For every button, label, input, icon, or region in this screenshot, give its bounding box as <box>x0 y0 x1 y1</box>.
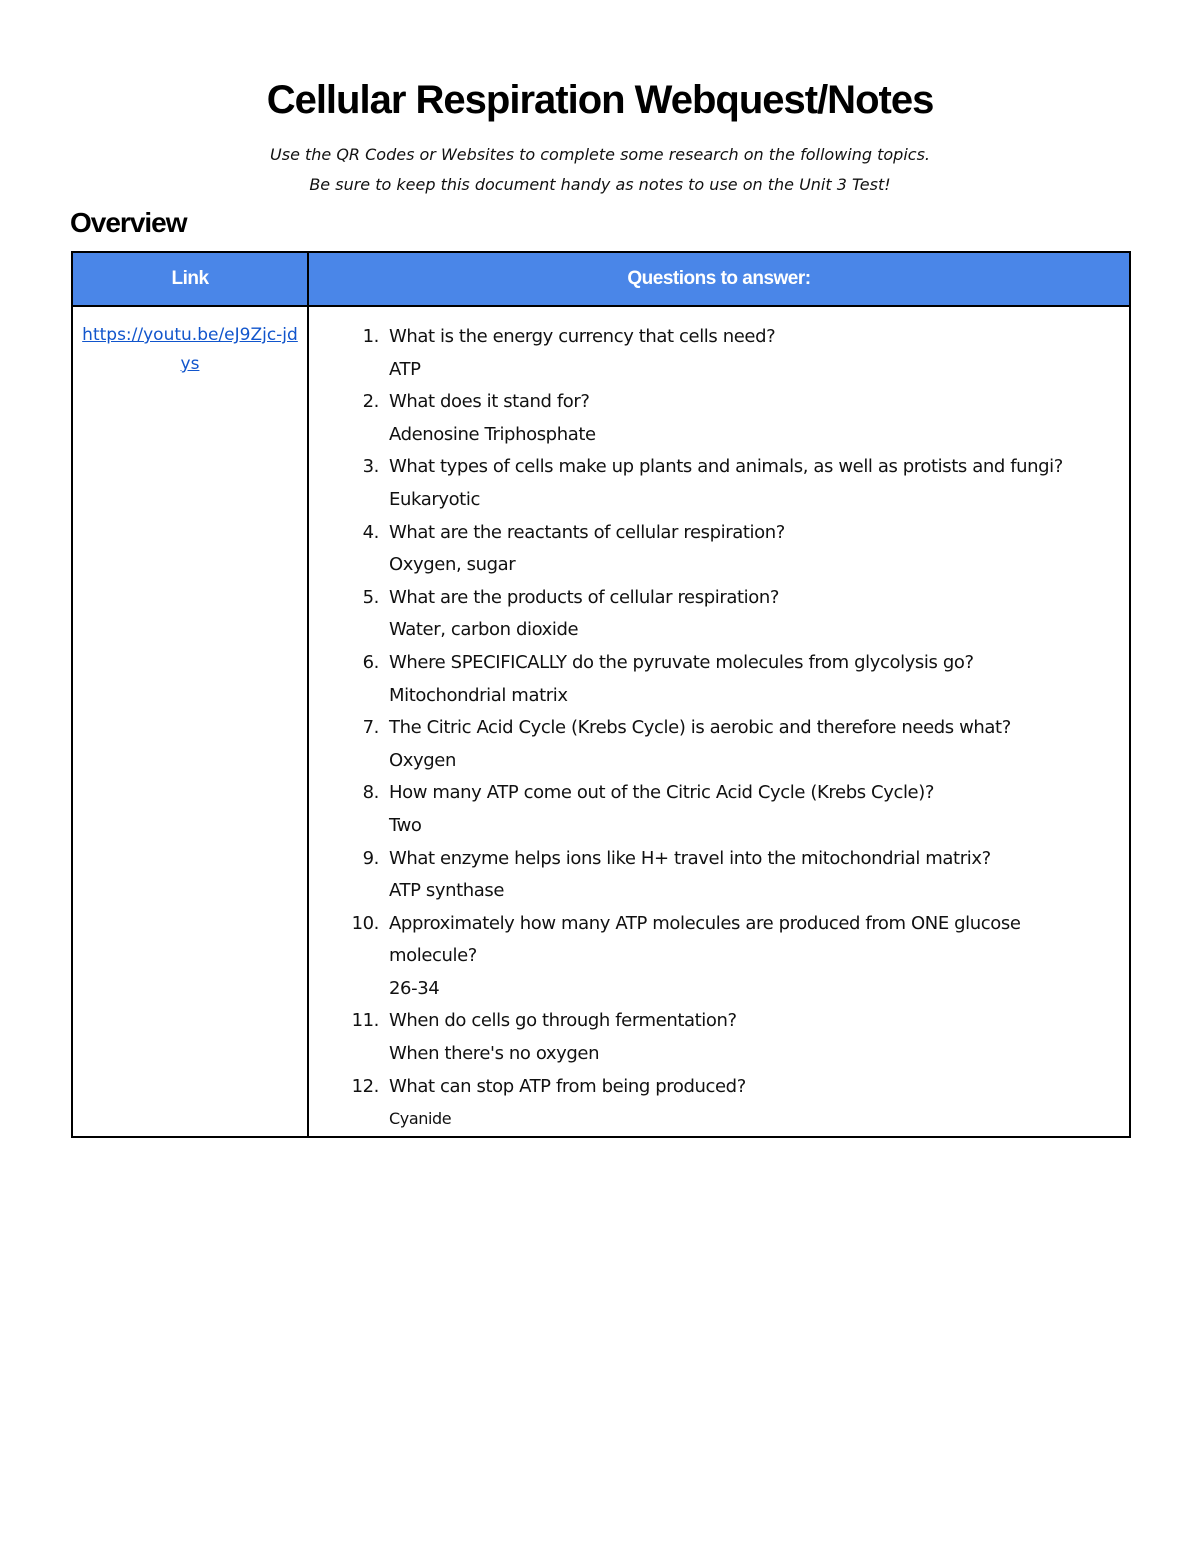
question-body <box>389 582 1109 647</box>
question-item <box>309 712 1109 777</box>
header-questions: Questions to answer: <box>308 252 1130 306</box>
question-item <box>309 1071 1109 1136</box>
question-body <box>389 908 1109 1006</box>
question-item <box>309 451 1109 516</box>
question-item <box>309 582 1109 647</box>
question-body <box>389 777 1109 842</box>
table-header-row <box>72 252 1130 306</box>
question-body <box>389 712 1109 777</box>
answer-text: Water, carbon dioxide <box>389 619 579 641</box>
question-number: 4. <box>362 521 379 543</box>
question-item <box>309 908 1109 1006</box>
header-link: Link <box>72 252 308 306</box>
question-text: What types of cells make up plants and animals, as well as protists and fungi? <box>389 456 1063 478</box>
question-body <box>389 321 1109 386</box>
question-text: What is the energy currency that cells need? <box>389 326 776 347</box>
question-item <box>309 1005 1109 1070</box>
question-number: 7. <box>362 717 379 739</box>
question-number: 8. <box>362 782 379 804</box>
question-number: 9. <box>362 847 379 869</box>
question-text: Where SPECIFICALLY do the pyruvate molecules from glycolysis go? <box>389 651 974 673</box>
answer-text: Eukaryotic <box>389 488 480 510</box>
question-number: 5. <box>362 586 379 608</box>
question-body <box>389 451 1109 516</box>
question-text: What are the products of cellular respiration? <box>389 586 779 608</box>
question-body <box>389 843 1109 908</box>
question-number: 6. <box>362 651 379 673</box>
question-text: What does it stand for? <box>389 391 590 413</box>
question-item <box>309 777 1109 842</box>
answer-text: Two <box>389 814 422 836</box>
questions-cell <box>308 306 1130 1137</box>
question-text: The Citric Acid Cycle (Krebs Cycle) is aerobic and therefore needs what? <box>389 717 1011 739</box>
question-text: What can stop ATP from being produced? <box>389 1075 746 1097</box>
question-item <box>309 843 1109 908</box>
answer-text: Oxygen <box>389 749 456 771</box>
question-text: How many ATP come out of the Citric Acid Cycle (Krebs Cycle)? <box>389 782 934 804</box>
question-body <box>389 1005 1109 1070</box>
question-text: Approximately how many ATP molecules are produced from ONE glucose molecule? <box>389 912 1021 967</box>
answer-text: Adenosine Triphosphate <box>389 423 596 445</box>
question-body <box>389 647 1109 712</box>
answer-text: 26-34 <box>389 977 440 999</box>
video-link[interactable]: https://youtu.be/eJ9Zjc-jdys <box>82 325 298 374</box>
question-body <box>389 386 1109 451</box>
question-text: What are the reactants of cellular respiration? <box>389 521 785 543</box>
link-cell <box>72 306 308 1137</box>
question-number: 12. <box>351 1075 379 1097</box>
overview-table <box>71 251 1131 1138</box>
answer-text: Oxygen, sugar <box>389 554 516 576</box>
table-row <box>72 306 1130 1137</box>
question-number: 2. <box>362 391 379 413</box>
section-heading-overview: Overview <box>70 207 187 238</box>
question-number: 10. <box>351 912 379 934</box>
question-number: 1. <box>362 326 379 347</box>
answer-text: ATP synthase <box>389 880 505 902</box>
question-number: 3. <box>362 456 379 478</box>
answer-text: Mitochondrial matrix <box>389 684 568 706</box>
document-title: Cellular Respiration Webquest/Notes <box>266 78 934 122</box>
instructions-line-2: Be sure to keep this document handy as notes to use on the Unit 3 Test! <box>309 175 891 194</box>
question-text: When do cells go through fermentation? <box>389 1010 737 1032</box>
question-number: 11. <box>351 1010 379 1032</box>
question-item <box>309 386 1109 451</box>
question-item <box>309 647 1109 712</box>
instructions-line-1: Use the QR Codes or Websites to complete some research on the following topics. <box>270 145 930 164</box>
question-item <box>309 321 1109 386</box>
question-body <box>389 517 1109 582</box>
question-body <box>389 1071 1109 1136</box>
question-text: What enzyme helps ions like H+ travel into the mitochondrial matrix? <box>389 847 991 869</box>
answer-text: Cyanide <box>389 1109 452 1129</box>
question-item <box>309 517 1109 582</box>
answer-text: When there's no oxygen <box>389 1043 600 1065</box>
question-list <box>309 321 1109 1136</box>
answer-text: ATP <box>389 358 421 380</box>
